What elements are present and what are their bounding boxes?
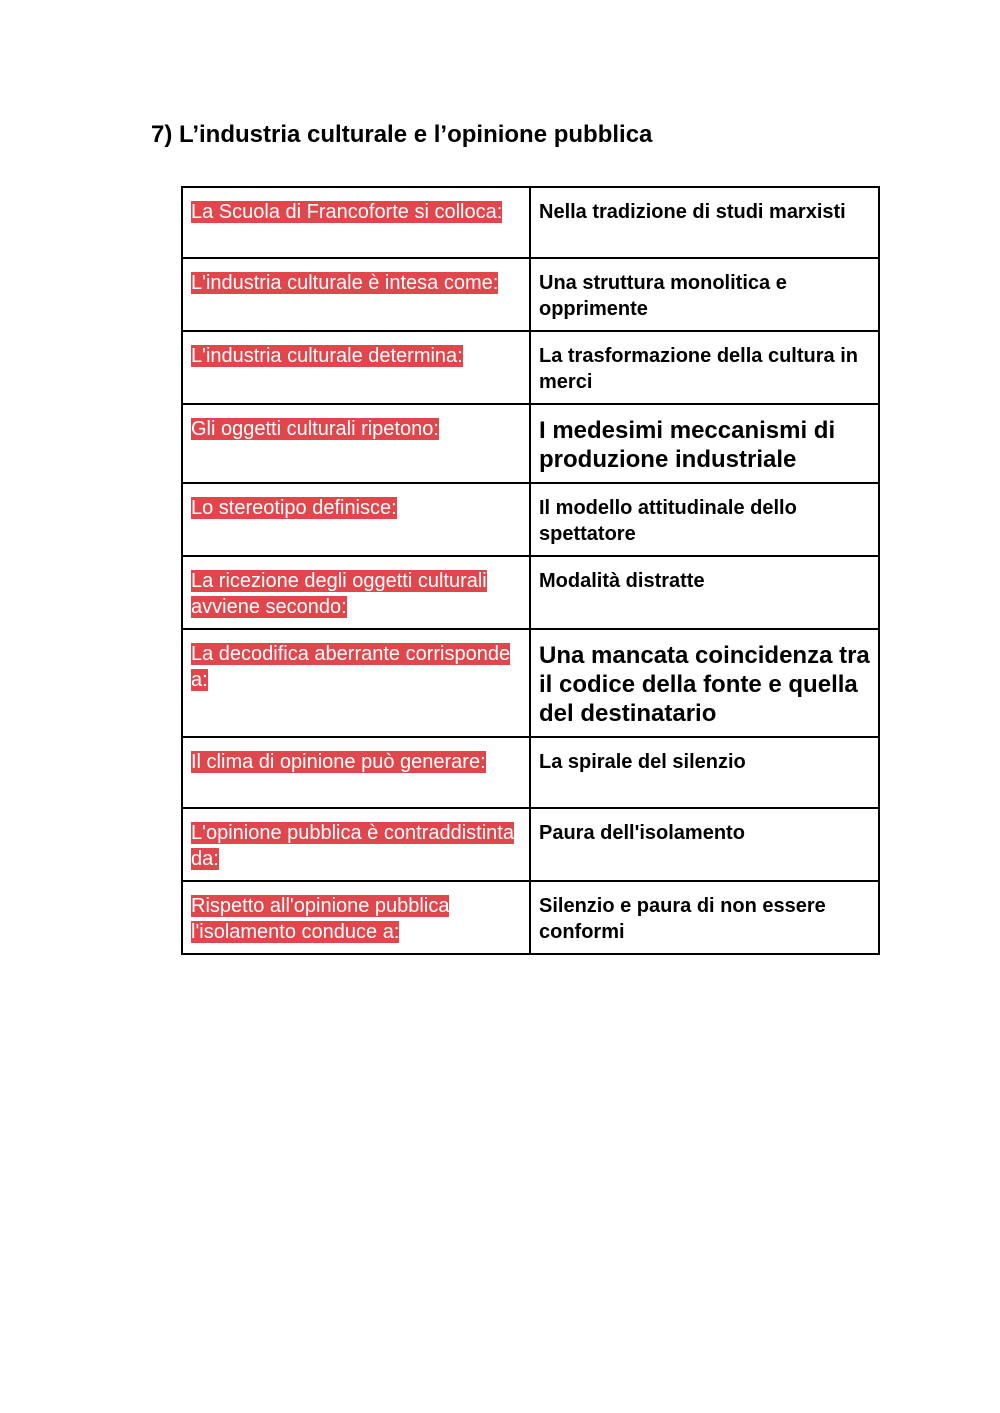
table-row bbox=[182, 404, 879, 483]
question-text: La decodifica aberrante corrisponde a: bbox=[191, 643, 511, 691]
answer-cell bbox=[530, 483, 879, 556]
answer-text: Silenzio e paura di non essere conformi bbox=[539, 895, 826, 943]
page-title: 7) L’industria culturale e l’opinione pubblica bbox=[151, 121, 653, 148]
question-cell bbox=[182, 881, 530, 954]
answer-cell bbox=[530, 629, 879, 737]
table-row bbox=[182, 808, 879, 881]
table-row bbox=[182, 881, 879, 954]
question-cell bbox=[182, 331, 530, 404]
answer-cell bbox=[530, 737, 879, 808]
question-text: Gli oggetti culturali ripetono: bbox=[191, 418, 439, 440]
table-row bbox=[182, 187, 879, 258]
question-cell bbox=[182, 737, 530, 808]
question-cell bbox=[182, 483, 530, 556]
question-text: Il clima di opinione può generare: bbox=[191, 751, 486, 773]
answer-text: I medesimi meccanismi di produzione industriale bbox=[539, 417, 836, 473]
table-row bbox=[182, 483, 879, 556]
table-row bbox=[182, 258, 879, 331]
question-text: La ricezione degli oggetti culturali avviene secondo: bbox=[191, 570, 487, 618]
table-row bbox=[182, 737, 879, 808]
question-cell bbox=[182, 187, 530, 258]
answer-cell bbox=[530, 331, 879, 404]
question-text: L'industria culturale è intesa come: bbox=[191, 272, 499, 294]
answer-text: Il modello attitudinale dello spettatore bbox=[539, 497, 797, 545]
question-text: L'opinione pubblica è contraddistinta da: bbox=[191, 822, 514, 870]
answer-cell bbox=[530, 187, 879, 258]
question-cell bbox=[182, 629, 530, 737]
answer-text: Nella tradizione di studi marxisti bbox=[539, 201, 846, 223]
question-cell bbox=[182, 404, 530, 483]
question-cell bbox=[182, 258, 530, 331]
answer-cell bbox=[530, 881, 879, 954]
question-text: Rispetto all'opinione pubblica l'isolamento conduce a: bbox=[191, 895, 450, 943]
question-text: L'industria culturale determina: bbox=[191, 345, 463, 367]
answer-text: Paura dell'isolamento bbox=[539, 822, 745, 844]
table-row bbox=[182, 331, 879, 404]
answer-cell bbox=[530, 258, 879, 331]
question-text: La Scuola di Francoforte si colloca: bbox=[191, 201, 503, 223]
answer-cell bbox=[530, 556, 879, 629]
answer-cell bbox=[530, 808, 879, 881]
question-cell bbox=[182, 556, 530, 629]
answer-text: Una struttura monolitica e opprimente bbox=[539, 272, 787, 320]
answer-text: Una mancata coincidenza tra il codice della fonte e quella del destinatario bbox=[539, 642, 870, 727]
question-text: Lo stereotipo definisce: bbox=[191, 497, 397, 519]
answer-text: Modalità distratte bbox=[539, 570, 705, 592]
question-answer-table bbox=[181, 186, 880, 955]
answer-text: La spirale del silenzio bbox=[539, 751, 746, 773]
table-row bbox=[182, 629, 879, 737]
answer-cell bbox=[530, 404, 879, 483]
answer-text: La trasformazione della cultura in merci bbox=[539, 345, 858, 393]
table-row bbox=[182, 556, 879, 629]
question-cell bbox=[182, 808, 530, 881]
